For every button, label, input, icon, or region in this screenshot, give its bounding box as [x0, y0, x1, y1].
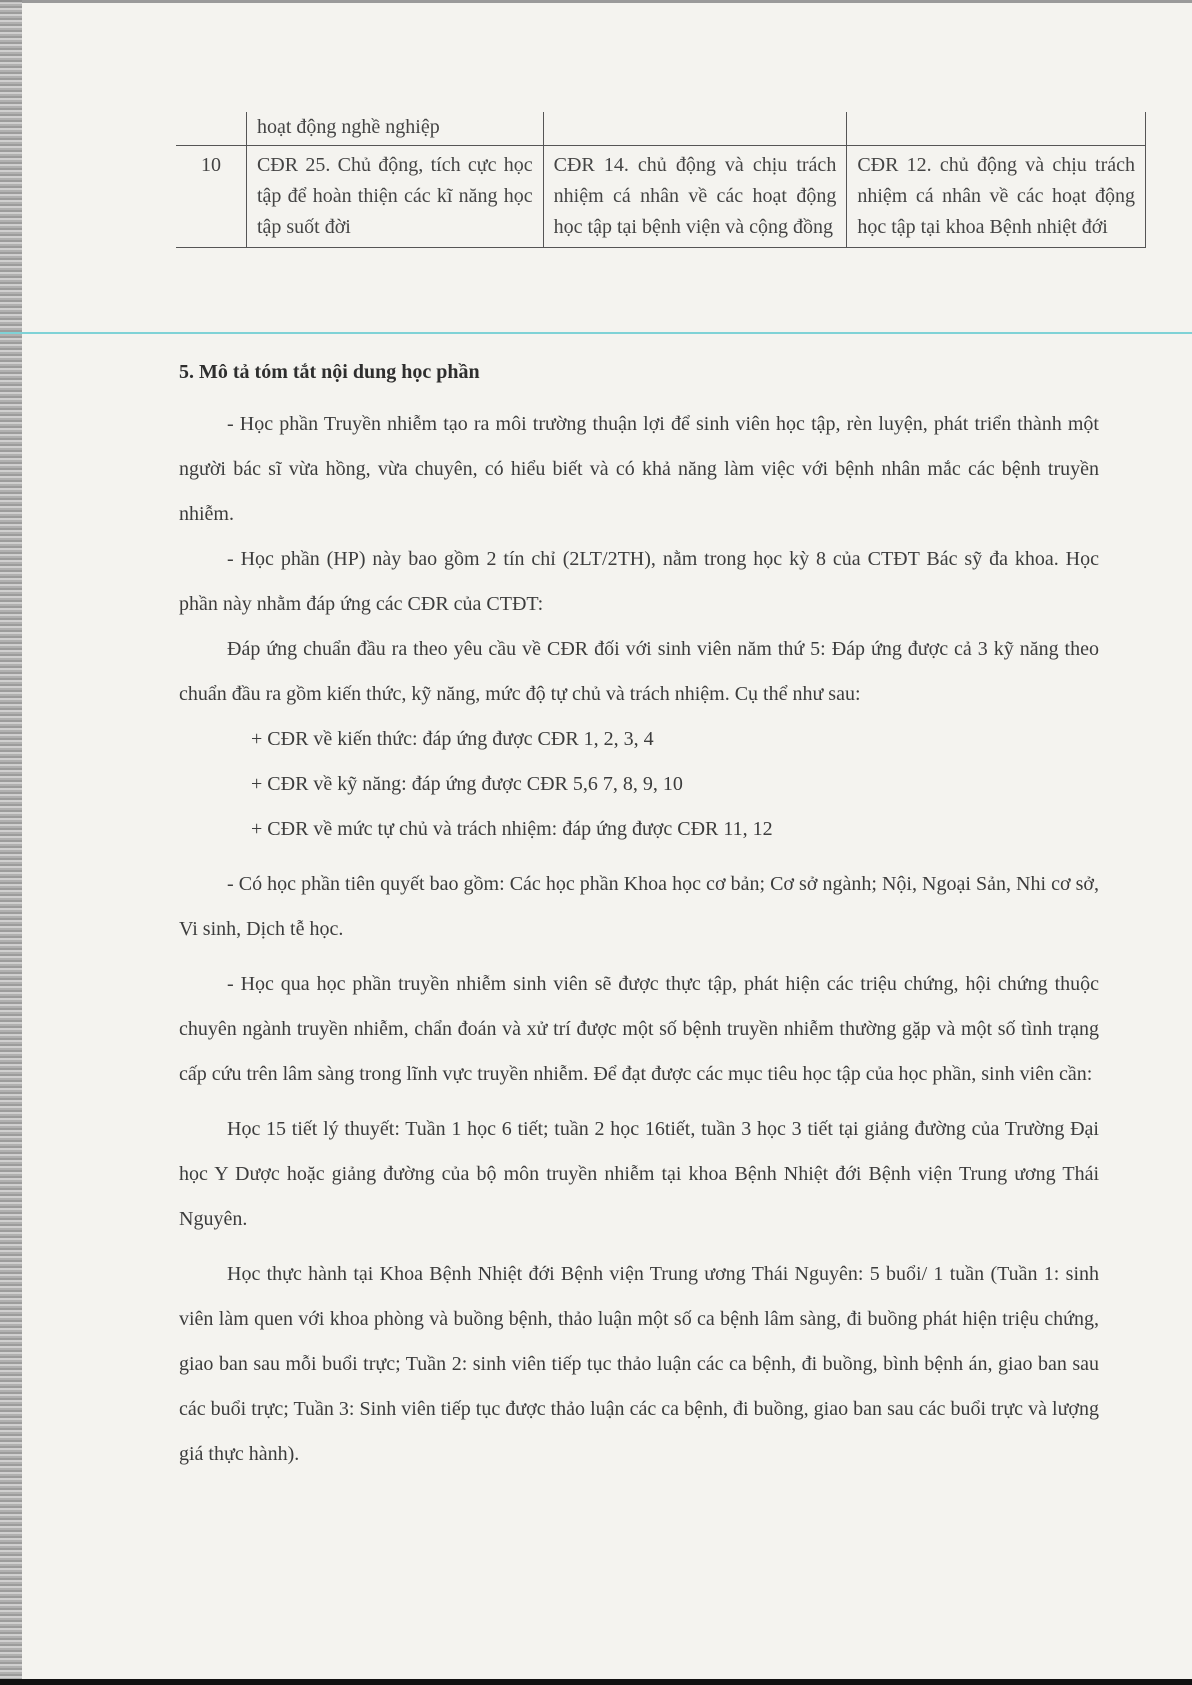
table-cell: CĐR 25. Chủ động, tích cực học tập để hoàn thiện các kĩ năng học tập suốt đời — [246, 146, 543, 248]
section-heading: 5. Mô tả tóm tắt nội dung học phần — [179, 361, 480, 383]
table-cell: CĐR 14. chủ động và chịu trách nhiệm cá nhân về các hoạt động học tập tại bệnh viện và cộng đồng — [543, 146, 847, 248]
paragraph: - Học phần Truyền nhiễm tạo ra môi trường thuận lợi để sinh viên học tập, rèn luyện, phát triển thành một người bác sĩ vừa hồng, vừa chuyên, có hiểu biết và có khả năng làm việc với bệnh nhân mắc các bệnh truyền nhiễm. — [179, 413, 1099, 525]
table-row — [176, 112, 1146, 146]
paragraph: - Có học phần tiên quyết bao gồm: Các học phần Khoa học cơ bản; Cơ sở ngành; Nội, Ngoại Sản, Nhi cơ sở, Vi sinh, Dịch tễ học. — [179, 873, 1099, 940]
list-item: + CĐR về mức tự chủ và trách nhiệm: đáp ứng được CĐR 11, 12 — [251, 818, 773, 840]
table-cell-num: 10 — [176, 146, 246, 248]
paragraph: Học thực hành tại Khoa Bệnh Nhiệt đới Bệnh viện Trung ương Thái Nguyên: 5 buổi/ 1 tuần (Tuần 1: sinh viên làm quen với khoa phòng và buồng bệnh, thảo luận một số ca bệnh lâm sàng, đi buồng phát hiện triệu chứng, giao ban sau mỗi buổi trực; Tuần 2: sinh viên tiếp tục thảo luận các ca bệnh, đi buồng, bình bệnh án, giao ban sau các buổi trực; Tuần 3: Sinh viên tiếp tục được thảo luận các ca bệnh, đi buồng, giao ban sau các buổi trực và lượng giá thực hành). — [179, 1263, 1099, 1465]
scan-top-edge — [0, 0, 1192, 3]
table-cell-num — [176, 112, 246, 146]
section-content — [179, 354, 1099, 1477]
table-cell — [847, 112, 1146, 146]
list-item: + CĐR về kỹ năng: đáp ứng được CĐR 5,6 7, 8, 9, 10 — [251, 773, 683, 795]
scan-left-edge — [0, 0, 22, 1685]
table-row — [176, 146, 1146, 248]
paragraph: Học 15 tiết lý thuyết: Tuần 1 học 6 tiết; tuần 2 học 16tiết, tuần 3 học 3 tiết tại giảng đường của Trường Đại học Y Dược hoặc giảng đường của bộ môn truyền nhiễm tại khoa Bệnh Nhiệt đới Bệnh viện Trung ương Thái Nguyên. — [179, 1118, 1099, 1230]
table-cell: CĐR 12. chủ động và chịu trách nhiệm cá nhân về các hoạt động học tập tại khoa Bệnh nhiệt đới — [847, 146, 1146, 248]
list-item: + CĐR về kiến thức: đáp ứng được CĐR 1, 2, 3, 4 — [251, 728, 654, 750]
scan-line — [0, 332, 1192, 334]
paragraph: - Học qua học phần truyền nhiễm sinh viên sẽ được thực tập, phát hiện các triệu chứng, hội chứng thuộc chuyên ngành truyền nhiễm, chẩn đoán và xử trí được một số bệnh truyền nhiễm thường gặp và một số tình trạng cấp cứu trên lâm sàng trong lĩnh vực truyền nhiễm. Để đạt được các mục tiêu học tập của học phần, sinh viên cần: — [179, 973, 1099, 1085]
paragraph: - Học phần (HP) này bao gồm 2 tín chỉ (2LT/2TH), nằm trong học kỳ 8 của CTĐT Bác sỹ đa khoa. Học phần này nhằm đáp ứng các CĐR của CTĐT: — [179, 548, 1099, 615]
learning-outcomes-table — [176, 112, 1146, 248]
scan-bottom-edge — [0, 1679, 1192, 1685]
table-cell: hoạt động nghề nghiệp — [246, 112, 543, 146]
paragraph: Đáp ứng chuẩn đầu ra theo yêu cầu về CĐR đối với sinh viên năm thứ 5: Đáp ứng được cả 3 kỹ năng theo chuẩn đầu ra gồm kiến thức, kỹ năng, mức độ tự chủ và trách nhiệm. Cụ thể như sau: — [179, 638, 1099, 705]
table-cell — [543, 112, 847, 146]
